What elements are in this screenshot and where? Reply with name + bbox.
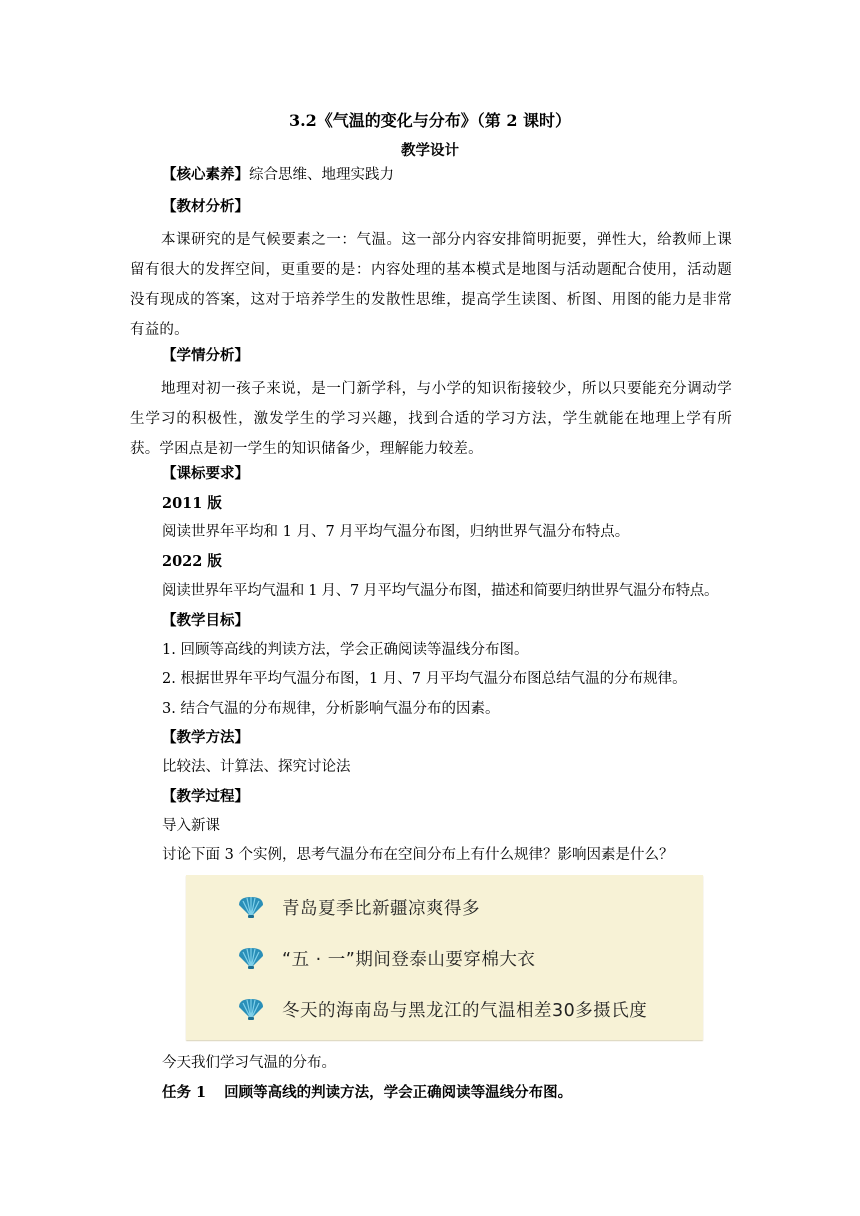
core-literacy-line — [162, 165, 732, 185]
examples-slide — [186, 875, 703, 1040]
textbook-analysis-text: 本课研究的是气候要素之一：气温。这一部分内容安排简明扼要，弹性大，给教师上课留有很大的发挥空间，更重要的是：内容处理的基本模式是地图与活动题配合使用，活动题没有现成的答案，这对于培养学生的发散性思维，提高学生读图、析图、用图的能力是非常有益的。 — [130, 232, 732, 338]
today-text: 今天我们学习气温的分布。 — [162, 1055, 336, 1071]
seashell-icon — [236, 946, 266, 970]
curriculum-heading: 【课标要求】 — [162, 465, 249, 482]
textbook-analysis-heading: 【教材分析】 — [162, 198, 249, 215]
page-title: 3.2《气温的变化与分布》（第 2 课时） — [288, 111, 572, 130]
goal-item: 3. 结合气温的分布规律，分析影响气温分布的因素。 — [162, 701, 500, 717]
task-1-label: 任务 1 — [162, 1084, 207, 1101]
goal-item: 2. 根据世界年平均气温分布图，1 月、7 月平均气温分布图总结气温的分布规律。 — [162, 671, 687, 687]
example-text: 青岛夏季比新疆凉爽得多 — [282, 898, 480, 919]
teaching-goals-heading: 【教学目标】 — [162, 612, 249, 629]
curriculum-2022-text: 阅读世界年平均气温和 1 月、7 月平均气温分布图，描述和简要归纳世界气温分布特点。 — [162, 583, 719, 599]
intro-text: 导入新课 — [162, 818, 220, 834]
goal-item: 1. 回顾等高线的判读方法，学会正确阅读等温线分布图。 — [162, 642, 529, 658]
curriculum-2022-label: 2022 版 — [162, 553, 222, 570]
teaching-process-heading: 【教学过程】 — [162, 788, 249, 805]
task-1-text: 回顾等高线的判读方法，学会正确阅读等温线分布图。 — [224, 1084, 573, 1101]
learner-analysis-heading: 【学情分析】 — [162, 347, 249, 364]
core-literacy-label: 【核心素养】 — [162, 166, 249, 183]
example-text: 冬天的海南岛与黑龙江的气温相差30多摄氏度 — [282, 1000, 648, 1021]
learner-analysis-text: 地理对初一孩子来说，是一门新学科，与小学的知识衔接较少，所以只要能充分调动学生学习的积极性，激发学生的学习兴趣，找到合适的学习方法，学生就能在地理上学有所获。学困点是初一学生的知识储备少，理解能力较差。 — [130, 381, 732, 457]
core-literacy-text: 综合思维、地理实践力 — [249, 167, 394, 183]
task-1-line — [162, 1083, 732, 1103]
teaching-methods-heading: 【教学方法】 — [162, 729, 249, 746]
example-item — [236, 892, 480, 922]
seashell-icon — [236, 895, 266, 919]
teaching-methods-text: 比较法、计算法、探究讨论法 — [162, 759, 351, 775]
example-item — [236, 994, 647, 1024]
example-text: “五 · 一”期间登泰山要穿棉大衣 — [282, 949, 536, 970]
discussion-prompt: 讨论下面 3 个实例，思考气温分布在空间分布上有什么规律？影响因素是什么？ — [162, 847, 674, 863]
page-subtitle: 教学设计 — [401, 142, 459, 159]
example-item — [236, 943, 535, 973]
curriculum-2011-text: 阅读世界年平均和 1 月、7 月平均气温分布图，归纳世界气温分布特点。 — [162, 524, 630, 540]
curriculum-2011-label: 2011 版 — [162, 495, 222, 512]
seashell-icon — [236, 997, 266, 1021]
